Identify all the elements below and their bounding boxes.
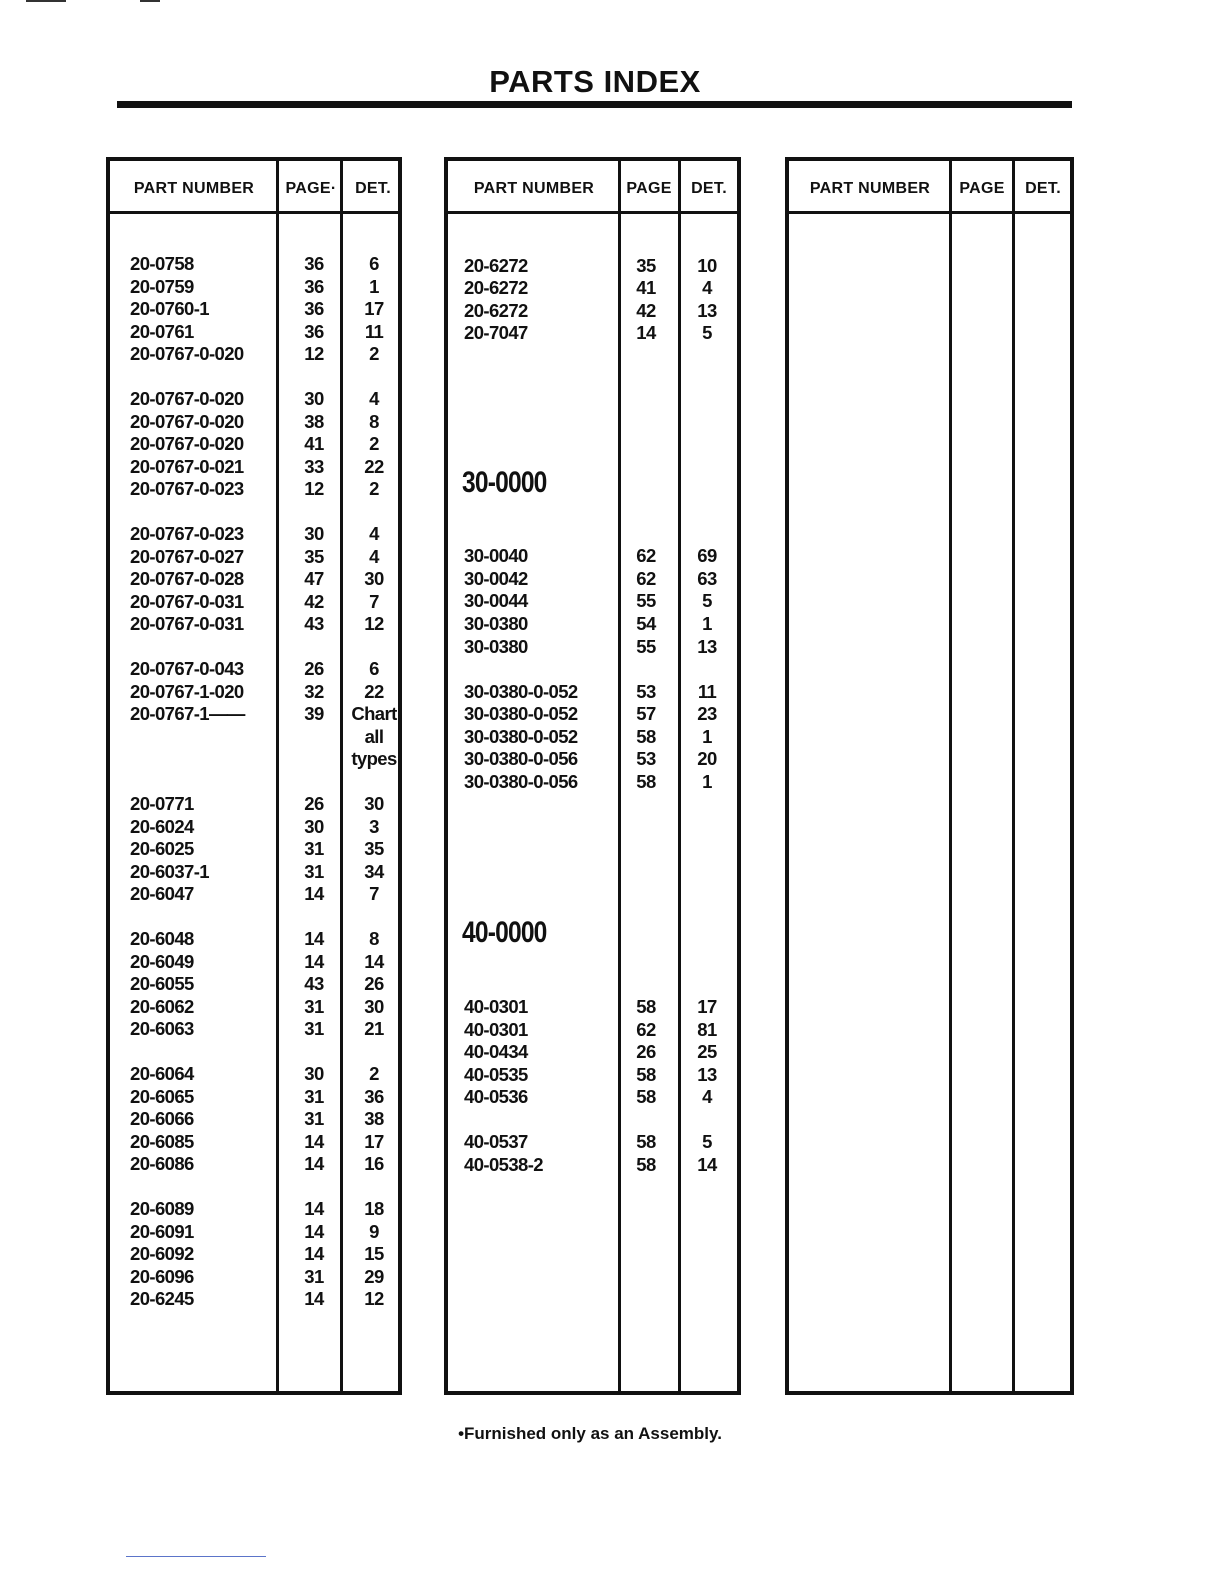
det-cell: 34 (364, 861, 384, 882)
page-cell: 26 (304, 658, 324, 679)
page-cell: 36 (304, 321, 324, 342)
page-cell: 31 (304, 838, 324, 859)
part-number-cell: 40-0535 (464, 1064, 528, 1085)
det-cell: 2 (369, 343, 379, 364)
page-cell: 55 (636, 590, 656, 611)
det-cell: 4 (702, 277, 712, 298)
det-cell: 4 (369, 546, 379, 567)
part-number-cell: 20-6272 (464, 255, 528, 276)
parts-table-1 (106, 157, 402, 1395)
page-cell: 38 (304, 411, 324, 432)
header-part-number: PART NUMBER (809, 180, 931, 197)
page-cell: 14 (304, 883, 324, 904)
parts-table-2 (444, 157, 741, 1395)
det-cell: 1 (702, 771, 712, 792)
det-cell: 14 (364, 951, 384, 972)
page-cell: 14 (304, 1221, 324, 1242)
page-cell: 58 (636, 1064, 656, 1085)
part-number-cell: 20-0767-0-031 (130, 591, 244, 612)
header-rule (110, 211, 398, 214)
part-number-cell: 20-0767-0-021 (130, 456, 244, 477)
part-number-cell: 40-0536 (464, 1086, 528, 1107)
part-number-cell: 30-0380 (464, 613, 528, 634)
part-number-cell: 20-0767-0-020 (130, 343, 244, 364)
title-rule (117, 101, 1072, 108)
det-cell: types (351, 748, 397, 769)
det-cell: 13 (697, 636, 717, 657)
part-number-cell: 20-0760-1 (130, 298, 209, 319)
part-number-cell: 20-6025 (130, 838, 194, 859)
page-cell: 57 (636, 703, 656, 724)
page-cell: 31 (304, 1086, 324, 1107)
det-cell: 12 (364, 613, 384, 634)
part-number-cell: 20-6065 (130, 1086, 194, 1107)
page-cell: 53 (636, 748, 656, 769)
page-cell: 33 (304, 456, 324, 477)
det-cell: 3 (369, 816, 379, 837)
page-cell: 41 (636, 277, 656, 298)
group-heading: 40-0000 (462, 916, 547, 949)
column-divider (949, 161, 952, 1391)
det-cell: 25 (697, 1041, 717, 1062)
header-det: DET. (1025, 180, 1061, 197)
det-cell: 30 (364, 793, 384, 814)
part-number-cell: 20-0767-0-028 (130, 568, 244, 589)
part-number-cell: 20-6091 (130, 1221, 194, 1242)
parts-table-3 (785, 157, 1074, 1395)
page-title: PARTS INDEX (489, 64, 701, 99)
page-cell: 54 (636, 613, 656, 634)
det-cell: 21 (364, 1018, 384, 1039)
det-cell: 8 (369, 928, 379, 949)
det-cell: 30 (364, 568, 384, 589)
det-cell: 13 (697, 1064, 717, 1085)
det-cell: 1 (702, 726, 712, 747)
det-cell: 17 (697, 996, 717, 1017)
page-cell: 39 (304, 703, 324, 724)
page-cell: 42 (636, 300, 656, 321)
det-cell: 5 (702, 590, 712, 611)
det-cell: 17 (364, 298, 384, 319)
page-cell: 55 (636, 636, 656, 657)
page-cell: 14 (304, 1153, 324, 1174)
det-cell: 12 (364, 1288, 384, 1309)
det-cell: 7 (369, 883, 379, 904)
page-cell: 36 (304, 253, 324, 274)
part-number-cell: 20-6049 (130, 951, 194, 972)
page-cell: 58 (636, 771, 656, 792)
page-cell: 58 (636, 1154, 656, 1175)
part-number-cell: 30-0380-0-052 (464, 703, 578, 724)
det-cell: 35 (364, 838, 384, 859)
page-cell: 32 (304, 681, 324, 702)
det-cell: 69 (697, 545, 717, 566)
part-number-cell: 20-7047 (464, 322, 528, 343)
det-cell: 4 (369, 388, 379, 409)
part-number-cell: 20-6062 (130, 996, 194, 1017)
page-cell: 14 (636, 322, 656, 343)
header-page: PAGE (626, 180, 672, 197)
column-divider (276, 161, 279, 1391)
page-cell: 58 (636, 726, 656, 747)
page-cell: 43 (304, 973, 324, 994)
page-cell: 30 (304, 388, 324, 409)
page-cell: 62 (636, 568, 656, 589)
det-cell: 6 (369, 253, 379, 274)
part-number-cell: 20-6037-1 (130, 861, 209, 882)
page-cell: 14 (304, 1288, 324, 1309)
header-rule (448, 211, 737, 214)
page-cell: 14 (304, 951, 324, 972)
det-cell: 2 (369, 478, 379, 499)
page-cell: 53 (636, 681, 656, 702)
part-number-cell: 20-6066 (130, 1108, 194, 1129)
page-cell: 30 (304, 1063, 324, 1084)
part-number-cell: 20-6048 (130, 928, 194, 949)
det-cell: Chart (351, 703, 397, 724)
part-number-cell: 20-0771 (130, 793, 194, 814)
part-number-cell: 20-6085 (130, 1131, 194, 1152)
det-cell: 16 (364, 1153, 384, 1174)
part-number-cell: 20-0767-0-023 (130, 478, 244, 499)
part-number-cell: 20-0767-0-020 (130, 388, 244, 409)
det-cell: 8 (369, 411, 379, 432)
page-cell: 31 (304, 1018, 324, 1039)
part-number-cell: 40-0434 (464, 1041, 528, 1062)
page-cell: 12 (304, 343, 324, 364)
header-part-number: PART NUMBER (133, 180, 255, 197)
det-cell: 10 (697, 255, 717, 276)
det-cell: 7 (369, 591, 379, 612)
part-number-cell: 20-6245 (130, 1288, 194, 1309)
det-cell: 6 (369, 658, 379, 679)
page-cell: 35 (636, 255, 656, 276)
page-cell: 14 (304, 1131, 324, 1152)
page-cell: 14 (304, 1243, 324, 1264)
page-cell: 12 (304, 478, 324, 499)
part-number-cell: 20-0761 (130, 321, 194, 342)
part-number-cell: 20-6047 (130, 883, 194, 904)
part-number-cell: 20-0767-0-020 (130, 411, 244, 432)
scan-underline (126, 1556, 266, 1557)
part-number-cell: 20-6272 (464, 277, 528, 298)
part-number-cell: 20-0758 (130, 253, 194, 274)
part-number-cell: 20-6063 (130, 1018, 194, 1039)
header-rule (789, 211, 1070, 214)
part-number-cell: 20-6096 (130, 1266, 194, 1287)
header-page: PAGE (959, 180, 1005, 197)
page-cell: 36 (304, 298, 324, 319)
det-cell: 1 (702, 613, 712, 634)
part-number-cell: 20-6024 (130, 816, 194, 837)
page-cell: 30 (304, 523, 324, 544)
det-cell: 2 (369, 1063, 379, 1084)
det-cell: 1 (369, 276, 379, 297)
page-cell: 41 (304, 433, 324, 454)
part-number-cell: 30-0042 (464, 568, 528, 589)
part-number-cell: 40-0301 (464, 996, 528, 1017)
page-cell: 62 (636, 1019, 656, 1040)
part-number-cell: 20-0767-0-031 (130, 613, 244, 634)
det-cell: 23 (697, 703, 717, 724)
page-cell: 26 (636, 1041, 656, 1062)
part-number-cell: 20-6064 (130, 1063, 194, 1084)
column-divider (1012, 161, 1015, 1391)
part-number-cell: 20-6055 (130, 973, 194, 994)
page-cell: 35 (304, 546, 324, 567)
det-cell: 4 (369, 523, 379, 544)
page-cell: 14 (304, 928, 324, 949)
part-number-cell: 40-0301 (464, 1019, 528, 1040)
part-number-cell: 20-6089 (130, 1198, 194, 1219)
part-number-cell: 20-0759 (130, 276, 194, 297)
part-number-cell: 20-0767-1-020 (130, 681, 244, 702)
det-cell: 13 (697, 300, 717, 321)
page-cell: 31 (304, 861, 324, 882)
header-det: DET. (355, 180, 391, 197)
scan-artifact (140, 0, 160, 2)
page-cell: 26 (304, 793, 324, 814)
det-cell: 29 (364, 1266, 384, 1287)
part-number-cell: 30-0380-0-056 (464, 771, 578, 792)
page-cell: 31 (304, 996, 324, 1017)
page-cell: 31 (304, 1108, 324, 1129)
det-cell: 17 (364, 1131, 384, 1152)
det-cell: 2 (369, 433, 379, 454)
part-number-cell: 40-0537 (464, 1131, 528, 1152)
page-cell: 36 (304, 276, 324, 297)
page-cell: 30 (304, 816, 324, 837)
part-number-cell: 40-0538-2 (464, 1154, 543, 1175)
page-cell: 47 (304, 568, 324, 589)
header-page: PAGE· (285, 180, 337, 197)
det-cell: 22 (364, 456, 384, 477)
det-cell: 38 (364, 1108, 384, 1129)
part-number-cell: 30-0380-0-056 (464, 748, 578, 769)
det-cell: 11 (364, 321, 384, 342)
part-number-cell: 20-6086 (130, 1153, 194, 1174)
det-cell: 36 (364, 1086, 384, 1107)
det-cell: 4 (702, 1086, 712, 1107)
page-cell: 58 (636, 996, 656, 1017)
part-number-cell: 30-0040 (464, 545, 528, 566)
part-number-cell: 20-6272 (464, 300, 528, 321)
group-heading: 30-0000 (462, 466, 547, 499)
part-number-cell: 30-0380-0-052 (464, 681, 578, 702)
footnote: •Furnished only as an Assembly. (458, 1424, 722, 1443)
det-cell: 11 (697, 681, 717, 702)
det-cell: 14 (697, 1154, 717, 1175)
header-det: DET. (691, 180, 727, 197)
det-cell: 63 (697, 568, 717, 589)
page-cell: 42 (304, 591, 324, 612)
page-cell: 62 (636, 545, 656, 566)
part-number-cell: 30-0044 (464, 590, 528, 611)
det-cell: 22 (364, 681, 384, 702)
part-number-cell: 30-0380-0-052 (464, 726, 578, 747)
page-cell: 43 (304, 613, 324, 634)
det-cell: 20 (697, 748, 717, 769)
det-cell: all (364, 726, 384, 747)
header-part-number: PART NUMBER (473, 180, 595, 197)
page-cell: 58 (636, 1086, 656, 1107)
part-number-cell: 20-6092 (130, 1243, 194, 1264)
page-cell: 58 (636, 1131, 656, 1152)
scan-artifact (26, 0, 66, 2)
page-cell: 14 (304, 1198, 324, 1219)
det-cell: 26 (364, 973, 384, 994)
part-number-cell: 20-0767-0-027 (130, 546, 244, 567)
det-cell: 18 (364, 1198, 384, 1219)
part-number-cell: 30-0380 (464, 636, 528, 657)
det-cell: 30 (364, 996, 384, 1017)
det-cell: 5 (702, 1131, 712, 1152)
det-cell: 9 (369, 1221, 379, 1242)
part-number-cell: 20-0767-0-043 (130, 658, 244, 679)
part-number-cell: 20-0767-1—— (130, 703, 245, 724)
det-cell: 5 (702, 322, 712, 343)
part-number-cell: 20-0767-0-020 (130, 433, 244, 454)
part-number-cell: 20-0767-0-023 (130, 523, 244, 544)
page-cell: 31 (304, 1266, 324, 1287)
det-cell: 81 (697, 1019, 717, 1040)
det-cell: 15 (364, 1243, 384, 1264)
